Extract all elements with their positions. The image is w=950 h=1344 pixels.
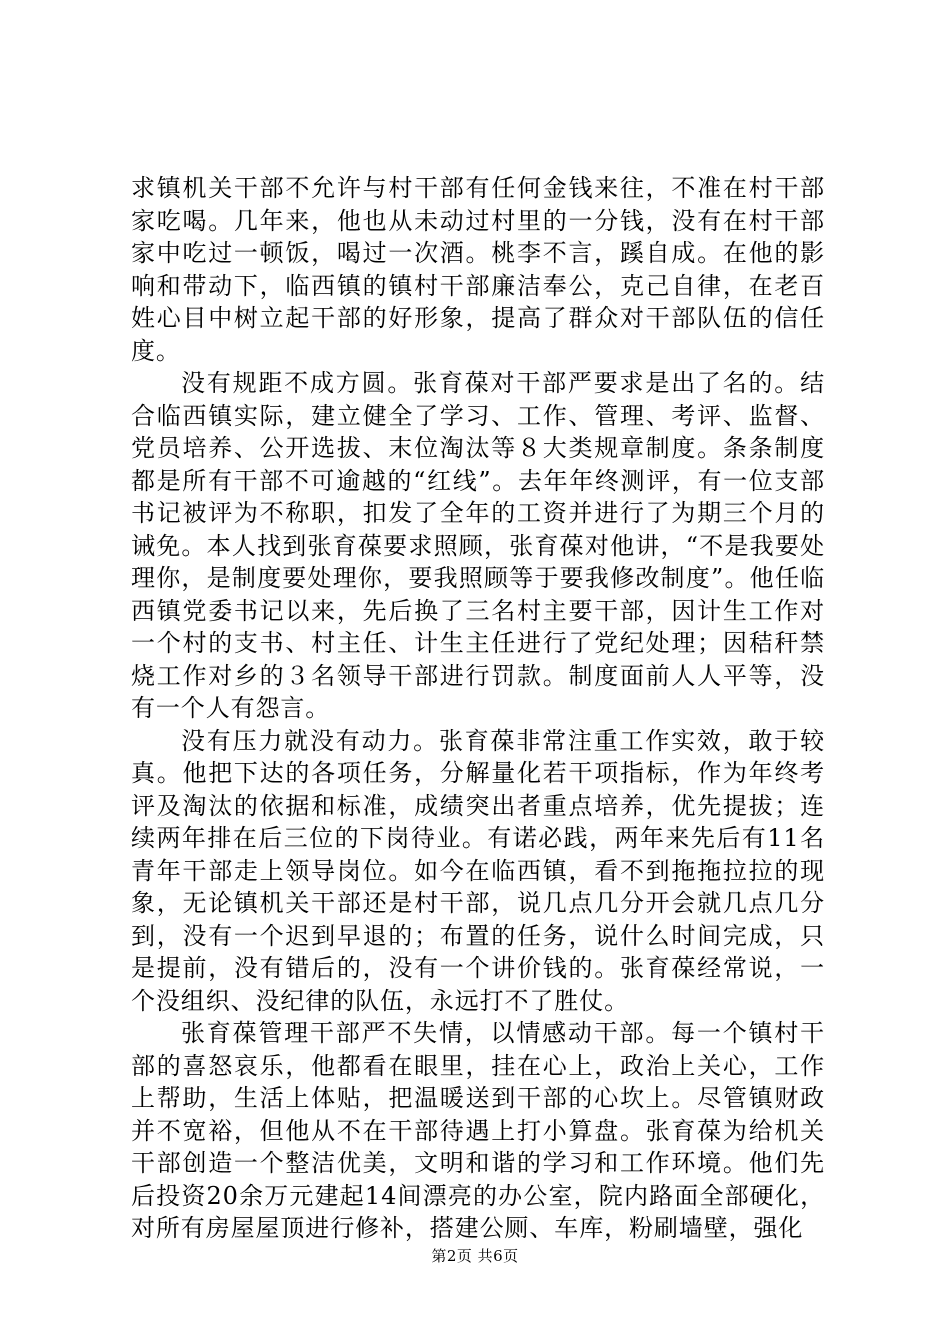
page-number-footer: 第2页 共6页 — [431, 1247, 519, 1265]
paragraph-1: 求镇机关干部不允许与村干部有任何金钱来往，不准在村干部家吃喝。几年来，他也从未动过村里的一分钱，没有在村干部家中吃过一顿饭，喝过一次酒。桃李不言，蹊自成。在他的影响和带动下，临西镇的镇村干部廉洁奉公，克己自律，在老百姓心目中树立起干部的好形象，提高了群众对干部队伍的信任度。 — [131, 174, 825, 365]
paragraph-2: 没有规距不成方圆。张育葆对干部严要求是出了名的。结合临西镇实际，建立健全了学习、工作、管理、考评、监督、党员培养、公开选拔、末位淘汰等８大类规章制度。条条制度都是所有干部不可逾越的“红线”。去年年终测评，有一位支部书记被评为不称职，扣发了全年的工资并进行了为期三个月的诫免。本人找到张育葆要求照顾，张育葆对他讲，“不是我要处理你，是制度要处理你，要我照顾等于要我修改制度”。他任临西镇党委书记以来，先后换了三名村主要干部，因计生工作对一个村的支书、村主任、计生主任进行了党纪处理；因秸秆禁烧工作对乡的３名领导干部进行罚款。制度面前人人平等，没有一个人有怨言。 — [131, 369, 825, 722]
paragraph-4: 张育葆管理干部严不失情，以情感动干部。每一个镇村干部的喜怒哀乐，他都看在眼里，挂在心上，政治上关心，工作上帮助，生活上体贴，把温暖送到干部的心坎上。尽管镇财政并不宽裕，但他从不在干部待遇上打小算盘。张育葆为给机关干部创造一个整洁优美，文明和谐的学习和工作环境。他们先后投资20余万元建起14间漂亮的办公室，院内路面全部硬化，对所有房屋屋顶进行修补，搭建公厕、车库，粉刷墙壁，强化 — [131, 1019, 825, 1242]
paragraph-3: 没有压力就没有动力。张育葆非常注重工作实效，敢于较真。他把下达的各项任务，分解量化若干项指标，作为年终考评及淘汰的依据和标准，成绩突出者重点培养，优先提拔；连续两年排在后三位的下岗待业。有诺必践，两年来先后有11名青年干部走上领导岗位。如今在临西镇，看不到拖拖拉拉的现象，无论镇机关干部还是村干部，说几点几分开会就几点几分到，没有一个迟到早退的；布置的任务，说什么时间完成，只是提前，没有错后的，没有一个讲价钱的。张育葆经常说，一个没组织、没纪律的队伍，永远打不了胜仗。 — [131, 726, 825, 1015]
document-body — [131, 172, 825, 1245]
